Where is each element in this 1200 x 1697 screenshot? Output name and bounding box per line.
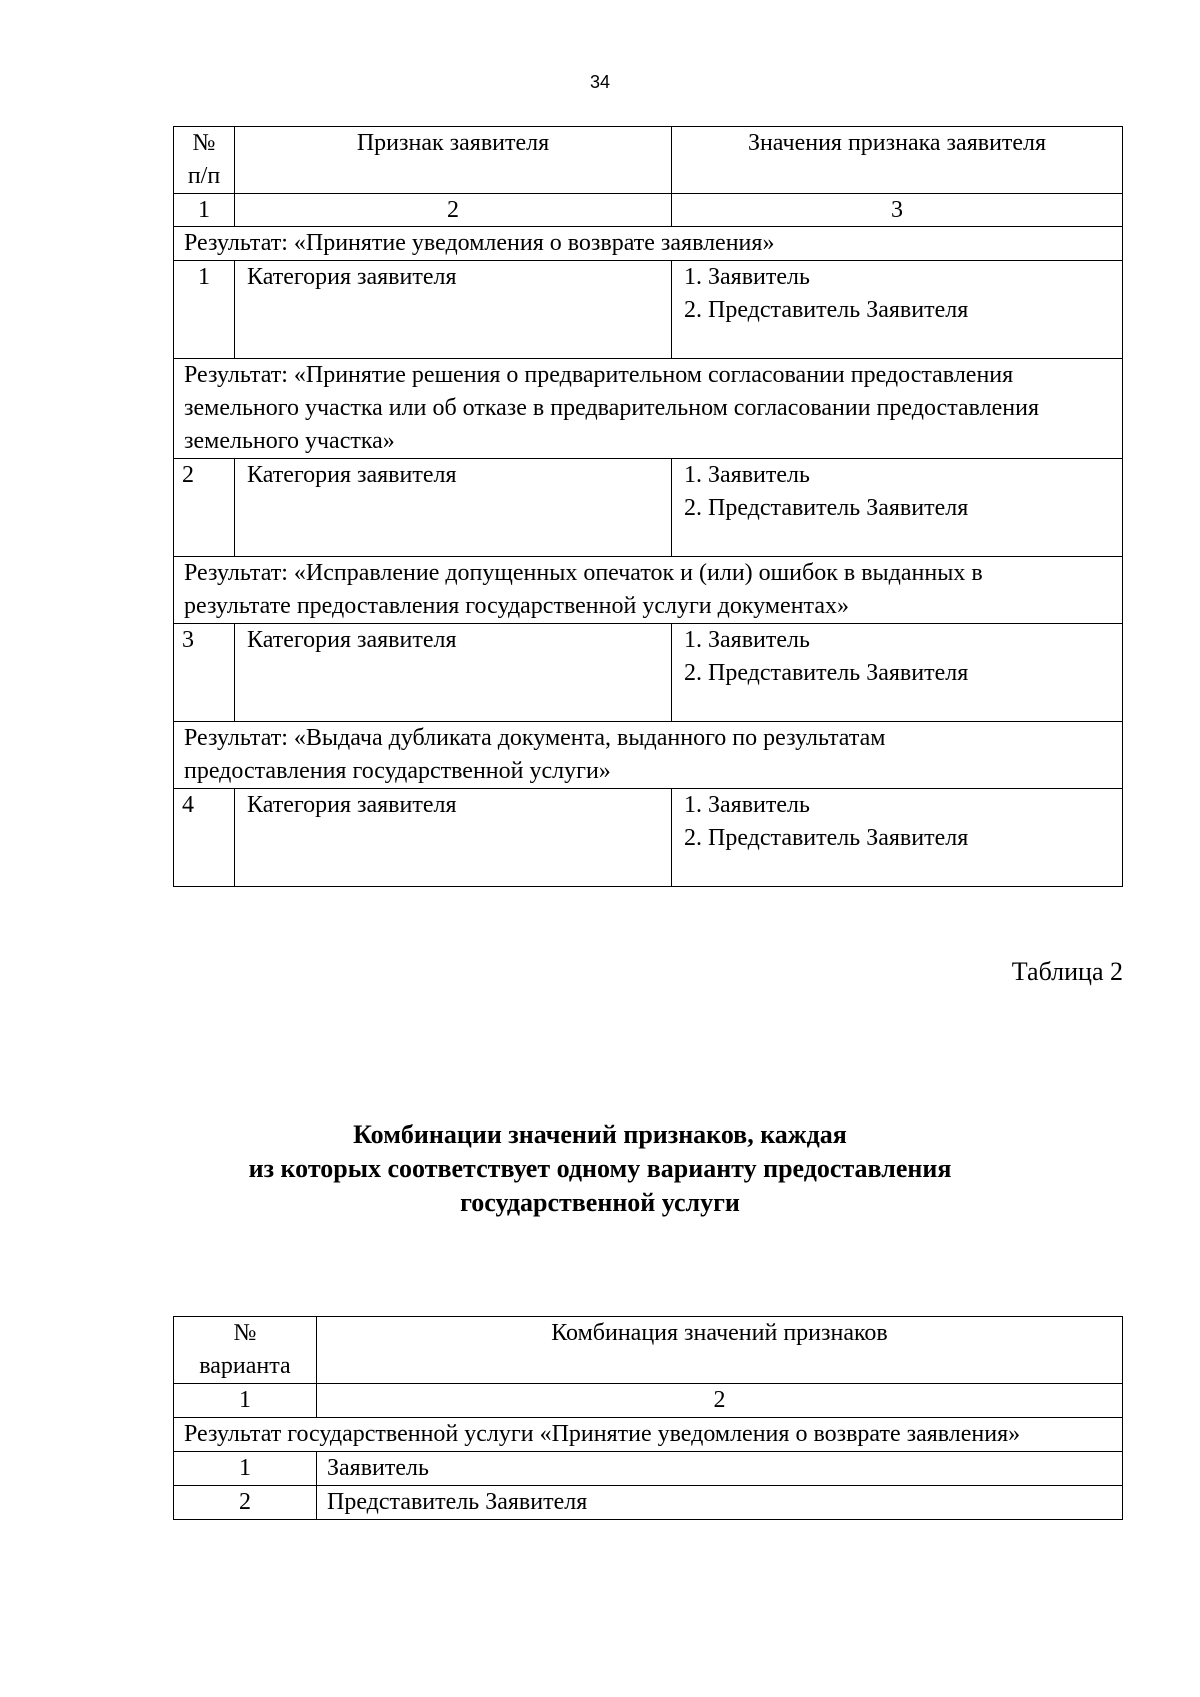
header-combination: Комбинация значений признаков [317,1317,1123,1384]
value-item: 2. Представитель Заявителя [684,297,969,323]
heading-line: Комбинации значений признаков, каждая [353,1120,847,1149]
section-heading [0,1118,1200,1220]
row-criterion: Категория заявителя [235,261,672,359]
applicant-criteria-table [173,126,1123,887]
value-item: 2. Представитель Заявителя [684,495,969,521]
result-text: Результат: «Исправление допущенных опечаток и (или) ошибок в выданных в результате предоставления государственной услуги документах» [174,557,1123,624]
row-criterion: Категория заявителя [235,624,672,722]
header-criterion: Признак заявителя [235,127,672,194]
column-number: 2 [235,194,672,227]
column-number: 1 [174,194,235,227]
table-row [174,624,1123,722]
row-values [672,459,1123,557]
row-values [672,624,1123,722]
result-text: Результат: «Принятие уведомления о возврате заявления» [174,227,1123,261]
page-number: 34 [589,72,611,92]
result-text: Результат государственной услуги «Принятие уведомления о возврате заявления» [174,1418,1123,1452]
row-index: 2 [174,459,235,557]
row-index: 1 [174,261,235,359]
result-row [174,359,1123,459]
row-index: 1 [174,1452,317,1486]
table-header-row [174,1317,1123,1384]
header-variant-number [174,1317,317,1384]
table-row [174,789,1123,887]
result-text: Результат: «Выдача дубликата документа, выданного по результатам предоставления государственной услуги» [174,722,1123,789]
table-row [174,459,1123,557]
header-values: Значения признака заявителя [672,127,1123,194]
value-item: 1. Заявитель [684,792,810,818]
value-item: 2. Представитель Заявителя [684,825,969,851]
result-row [174,557,1123,624]
row-value: Представитель Заявителя [317,1486,1123,1520]
row-index: 4 [174,789,235,887]
row-values [672,789,1123,887]
result-row [174,227,1123,261]
header-number [174,127,235,194]
table-row [174,1452,1123,1486]
row-values [672,261,1123,359]
column-number: 1 [174,1384,317,1418]
column-numbering-row [174,1384,1123,1418]
heading-line: из которых соответствует одному варианту предоставления [248,1154,952,1183]
result-row [174,1418,1123,1452]
column-number: 2 [317,1384,1123,1418]
value-item: 2. Представитель Заявителя [684,660,969,686]
row-criterion: Категория заявителя [235,789,672,887]
row-criterion: Категория заявителя [235,459,672,557]
column-number: 3 [672,194,1123,227]
row-value: Заявитель [317,1452,1123,1486]
table-row [174,261,1123,359]
column-numbering-row [174,194,1123,227]
row-index: 2 [174,1486,317,1520]
table-row [174,1486,1123,1520]
header-variant-line2: варианта [199,1353,291,1379]
result-row [174,722,1123,789]
table-caption: Таблица 2 [1011,957,1123,986]
heading-line: государственной услуги [460,1188,740,1217]
variant-combinations-table [173,1316,1123,1520]
header-variant-line1: № [233,1320,257,1346]
header-number-line1: № [192,130,216,156]
value-item: 1. Заявитель [684,627,810,653]
value-item: 1. Заявитель [684,462,810,488]
value-item: 1. Заявитель [684,264,810,290]
row-index: 3 [174,624,235,722]
header-number-line2: п/п [187,163,221,189]
table-header-row [174,127,1123,194]
result-text: Результат: «Принятие решения о предварительном согласовании предоставления земельного участка или об отказе в предварительном согласовании предоставления земельного участка» [174,359,1123,459]
